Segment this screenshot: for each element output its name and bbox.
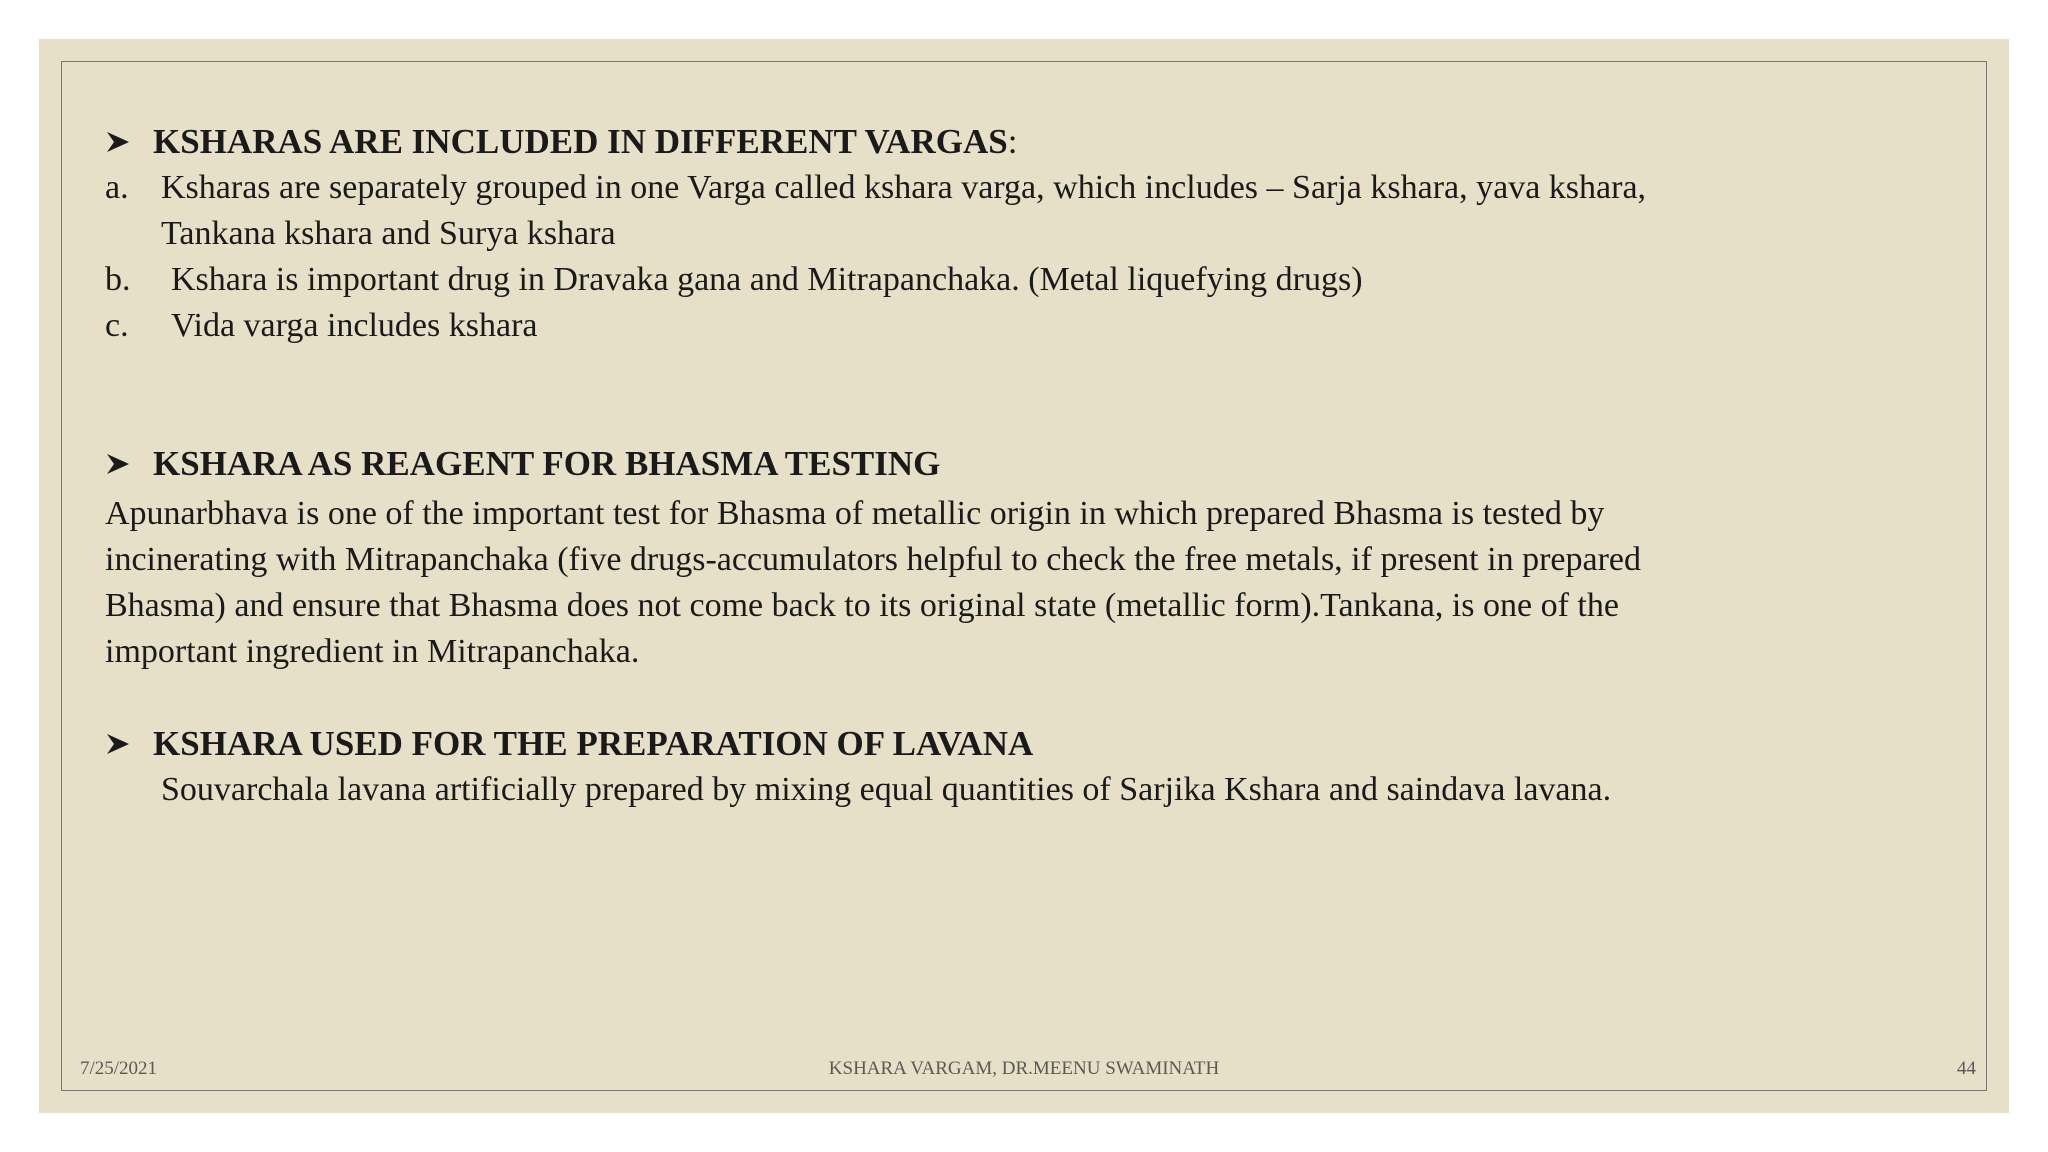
list-item-b-text: Kshara is important drug in Dravaka gana and Mitrapanchaka. (Metal liquefying drugs): [171, 261, 1363, 298]
list-item-c: [105, 303, 1865, 349]
list-item-c-text: Vida varga includes kshara: [171, 307, 538, 344]
section2-heading-text: KSHARA AS REAGENT FOR BHASMA TESTING: [153, 444, 941, 483]
section1-heading-colon: :: [1007, 122, 1018, 161]
slide: [39, 39, 2009, 1113]
section2-line: incinerating with Mitrapanchaka (five drugs-accumulators helpful to check the free metals, if present in prepared: [105, 541, 1641, 578]
list-marker-c: c.: [105, 307, 129, 344]
arrowhead-bullet-icon: [105, 452, 153, 476]
list-item-b: [105, 257, 1865, 303]
spacer: [105, 675, 1865, 721]
list-item-a: [105, 165, 1865, 257]
list-item-a-line1: Ksharas are separately grouped in one Varga called kshara varga, which includes – Sarja kshara, yava kshara,: [161, 169, 1647, 206]
list-marker-a: a.: [105, 169, 129, 206]
footer-date: 7/25/2021: [80, 1058, 158, 1079]
footer-title: KSHARA VARGAM, DR.MEENU SWAMINATH: [828, 1058, 1220, 1079]
footer-page-number: 44: [1957, 1058, 1976, 1079]
arrowhead-bullet-icon: [105, 130, 153, 154]
section2-heading: [105, 441, 1865, 487]
section3-text: Souvarchala lavana artificially prepared by mixing equal quantities of Sarjika Kshara and saindava lavana.: [161, 771, 1612, 808]
section2-line: important ingredient in Mitrapanchaka.: [105, 633, 640, 670]
section2-paragraph: [105, 491, 1865, 675]
list-marker-b: b.: [105, 261, 131, 298]
list-item-a-line2: Tankana kshara and Surya kshara: [161, 215, 616, 252]
arrowhead-bullet-icon: [105, 732, 153, 756]
spacer: [105, 349, 1865, 441]
slide-content: [105, 119, 1865, 813]
section2-line: Bhasma) and ensure that Bhasma does not come back to its original state (metallic form).Tankana, is one of the: [105, 587, 1619, 624]
section3-heading-text: KSHARA USED FOR THE PREPARATION OF LAVANA: [153, 724, 1034, 763]
section1-heading-text: KSHARAS ARE INCLUDED IN DIFFERENT VARGAS: [153, 122, 1008, 161]
section3-heading: [105, 721, 1865, 767]
section1-heading: [105, 119, 1865, 165]
section2-line: Apunarbhava is one of the important test for Bhasma of metallic origin in which prepared Bhasma is tested by: [105, 495, 1605, 532]
